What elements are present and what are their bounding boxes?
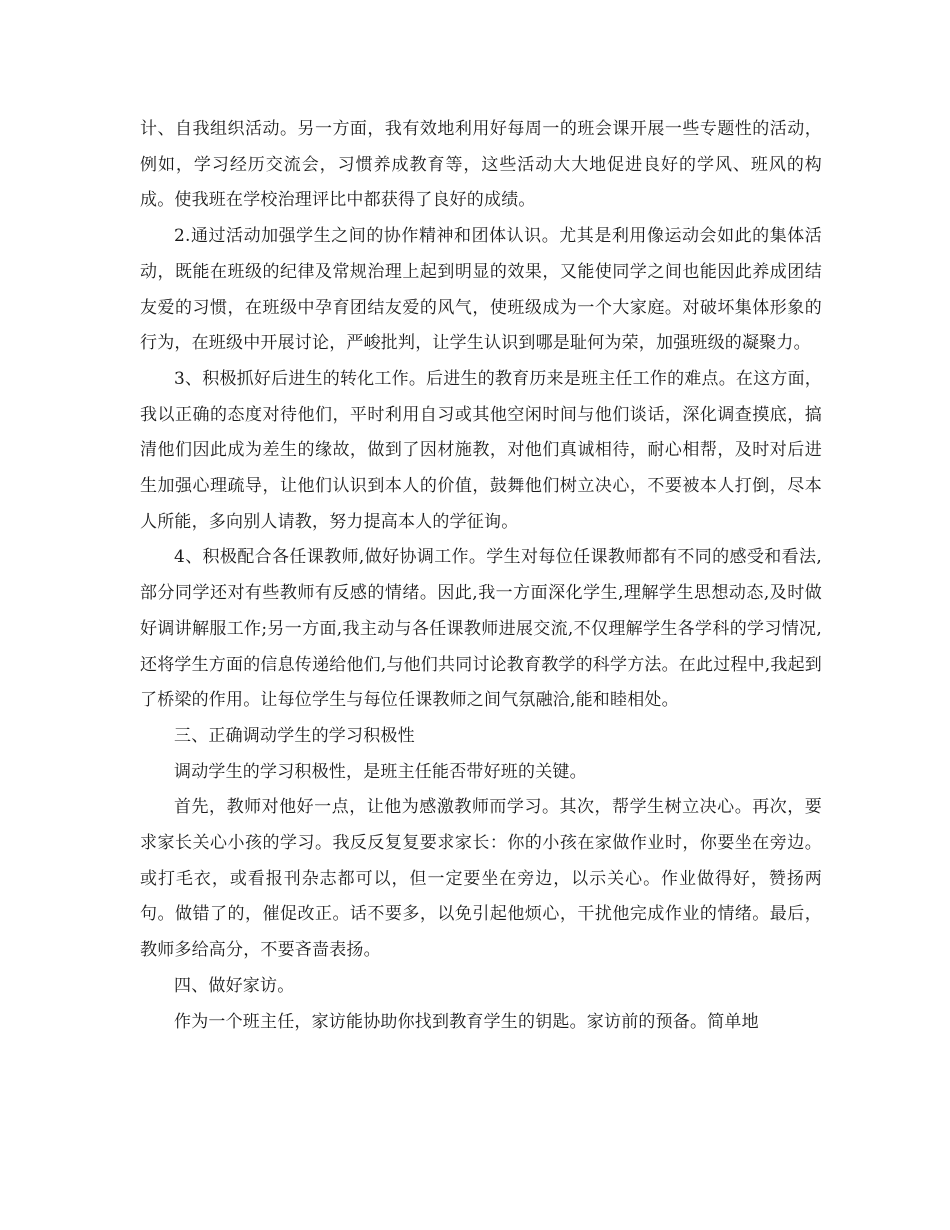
- paragraph-item-4: 4、积极配合各任课教师,做好协调工作。学生对每位任课教师都有不同的感受和看法,部分同学还对有些教师有反感的情绪。因此,我一方面深化学生,理解学生思想动态,及时做好调讲解服工作;另一方面,我主动与各任课教师进展交流,不仅理解学生各学科的学习情况,还将学生方面的信息传递给他们,与他们共同讨论教育教学的科学方法。在此过程中,我起到了桥梁的作用。让每位学生与每位任课教师之间气氛融洽,能和睦相处。: [140, 547, 823, 711]
- paragraph-continuation: 计、自我组织活动。另一方面，我有效地利用好每周一的班会课开展一些专题性的活动，例如，学习经历交流会，习惯养成教育等，这些活动大大地促进良好的学风、班风的构成。使我班在学校治理评比中都获得了良好的成绩。: [140, 119, 822, 211]
- document-body: [140, 112, 822, 1040]
- paragraph-section-3-body: 首先，教师对他好一点，让他为感激教师而学习。其次，帮学生树立决心。再次，要求家长关心小孩的学习。我反反复复要求家长：你的小孩在家做作业时，你要坐在旁边。或打毛衣，或看报刊杂志都可以，但一定要坐在旁边，以示关心。作业做得好，赞扬两句。做错了的，催促改正。话不要多，以免引起他烦心，干扰他完成作业的情绪。最后，教师多给高分，不要吝啬表扬。: [140, 797, 822, 961]
- section-heading-3: 三、正确调动学生的学习积极性: [174, 725, 415, 746]
- paragraph-item-2: 2.通过活动加强学生之间的协作精神和团体认识。尤其是利用像运动会如此的集体活动，既能在班级的纪律及常规治理上起到明显的效果，又能使同学之间也能因此养成团结友爱的习惯，在班级中孕育团结友爱的风气，使班级成为一个大家庭。对破坏集体形象的行为，在班级中开展讨论，严峻批判，让学生认识到哪是耻何为荣，加强班级的凝聚力。: [140, 226, 822, 354]
- paragraph-item-3: 3、积极抓好后进生的转化工作。后进生的教育历来是班主任工作的难点。在这方面，我以正确的态度对待他们，平时利用自习或其他空闲时间与他们谈话，深化调查摸底，搞清他们因此成为差生的缘故，做到了因材施教，对他们真诚相待，耐心相帮，及时对后进生加强心理疏导，让他们认识到本人的价值，鼓舞他们树立决心，不要被本人打倒，尽本人所能，多向别人请教，努力提高本人的学征询。: [140, 368, 822, 532]
- paragraph-section-3-intro: 调动学生的学习积极性，是班主任能否带好班的关键。: [174, 761, 587, 782]
- paragraph-section-4-body: 作为一个班主任，家访能协助你找到教育学生的钥匙。家访前的预备。简单地: [174, 1011, 759, 1032]
- section-heading-4: 四、做好家访。: [174, 975, 295, 996]
